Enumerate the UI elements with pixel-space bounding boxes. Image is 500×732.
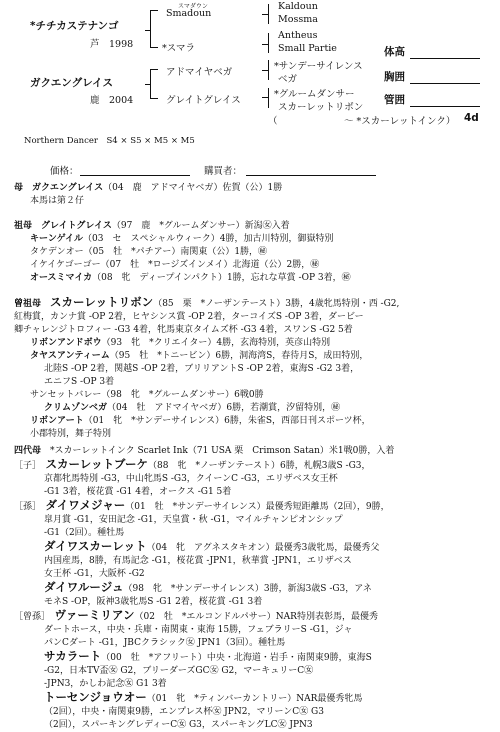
section-tag: 母 (14, 183, 24, 193)
girth-field-line[interactable] (410, 83, 480, 84)
section-tag: 四代母 (14, 446, 42, 456)
height-label: 体高 (384, 46, 405, 58)
sire-name: *チチカステナンゴ (30, 20, 119, 32)
price-field-line[interactable] (80, 175, 190, 176)
ggp-kaldoun: Kaldoun (278, 1, 318, 12)
section-tag: 曾祖母 (14, 299, 42, 309)
ggp-antheus: Antheus (278, 30, 318, 41)
ggdam-section: 曾祖母 スカーレットリボン（85 栗 *ノーザンテースト）3勝，4歳牝馬特別・西 -G2, 紅梅賞，カンナ賞 -OP 2着，ヒヤシンス賞 -OP 2着，ターコイズS -OP 3着，ダービー 卿チャレンジトロフィー -G3 4着，牝馬東京タイムズ杯 -G3 4着，スワンS -G2 5着 リボンアンドボウ（93 牝 *クリエイター）4勝，玄海特別，英彦山特別 タヤスアンティーム（95 牡 *トニービン）6勝，洞海湾S，春待月S，成田特別， 北陸S -OP 2着，関越S -OP 2着，ブリリアントS -OP 2着，東海S -G2 3着， エニフS -OP 3着 サンセットバレー（98 牝 *グルームダンサー）6戦0勝 クリムゾンベガ（04 牡 アドマイヤベガ）6勝，若潮賞，汐留特別，㊙ リボンアート（01 牝 *サンデーサイレンス）6勝，朱雀S，西部日刊スポーツ杯， 小郡特別，舞子特別 (14, 296, 400, 439)
smadoun-ruby: スマダウン (178, 3, 208, 10)
family-number: 4d (464, 112, 479, 124)
girth-label: 胸囲 (384, 71, 405, 83)
sire-info: 芦 1998 (90, 39, 134, 50)
section-tag: 祖母 (14, 221, 33, 231)
grandsire-1: Smadoun (166, 8, 212, 19)
ggp-sunday-silence: *サンデーサイレンス (274, 61, 363, 72)
granddam-2: グレイトグレイス (166, 95, 241, 106)
grandam-section: 祖母 グレイトグレイス（97 鹿 *グルームダンサー）新潟㊛入着 キーンゲイル（03 セ スペシャルウィーク）4勝，加古川特別，御嶽特別 タケデンオー（05 牡 *パチアー）南関東（公）1勝，㊙ イケイケゴーゴー（07 牡 *ロージズインメイ）北海道（公）2勝，㊙ オースミマイカ（08 牝 ディープインパクト）1勝，忘れな草賞 -OP 3着，㊙ (14, 221, 351, 283)
dam-note: 本馬は第２仔 (30, 196, 85, 206)
horse-name: スカーレットリボン (50, 296, 154, 309)
horse-line: *スカーレットインク Scarlet Ink（71 USA 栗 Crimson Satan）米1戦0勝，入着 (50, 446, 395, 456)
horse-name: グレイトグレイス (41, 221, 112, 231)
buyer-field-line[interactable] (246, 175, 376, 176)
horse-name: ガクエングレイス (32, 183, 104, 193)
dam-name: ガクエングレイス (30, 77, 113, 89)
cannon-field-line[interactable] (410, 106, 480, 107)
dam-info: 鹿 2004 (90, 95, 134, 106)
cannon-label: 管囲 (384, 94, 405, 106)
grandsire-2: アドマイヤベガ (166, 67, 233, 78)
price-label: 価格： (50, 166, 79, 177)
ggp-mossma: Mossma (278, 14, 318, 25)
buyer-label: 購買者： (204, 166, 243, 177)
inbreeding: Northern Dancer S4 × S5 × M5 × M5 (24, 136, 195, 146)
ggp-small-partie: Small Partie (278, 43, 337, 54)
ggp-bega: ベガ (278, 74, 298, 85)
granddam-1: *スマラ (162, 43, 196, 54)
dam-section: 母 ガクエングレイス（04 鹿 アドマイヤベガ）佐賀（公）1勝 本馬は第２仔 (14, 182, 492, 208)
ggp-groom-dancer: *グルームダンサー (274, 89, 355, 100)
family-line: （ 〜 *スカーレットインク） (268, 116, 456, 127)
g4dam-section: 四代母 *スカーレットインク Scarlet Ink（71 USA 栗 Crimson Satan）米1戦0勝，入着 ［子］ スカーレットブーケ（88 牝 *ノーザンテースト）6勝，札幌3歳S -G3， 京都牝馬特別 -G3，中山牝馬S -G3，クイーンC -G3，エリザベス女王杯 -G1 3着，桜花賞 -G1 4着，オークス -G1 5着 ［孫］ ダイワメジャー（01 牡 *サンデーサイレンス）最優秀短距離馬（2回），9勝， 皐月賞 -G1，安田記念 -G1，天皇賞・秋 -G1，マイルチャンピオンシップ -G1（2回）。種牡馬 ダイワスカーレット（04 牝 アグネスタキオン）最優秀3歳牝馬，最優秀父 内国産馬，8勝，有馬記念 -G1，桜花賞 -JPN1，秋華賞 -JPN1，エリザベス 女王杯 -G1，大阪杯 -G2 ダイワルージュ（98 牝 *サンデーサイレンス）3勝，新潟3歳S -G3，アネ モネS -OP，阪神3歳牝馬S -G1 2着，桜花賞 -G1 3着 ［曾孫］ ヴァーミリアン（02 牡 *エルコンドルパサー）NAR特別表彰馬，最優秀 ダートホース，中央・兵庫・南関東・東海 15勝，フェブラリーS -G1，ジャ パンCダート -G1，JBCクラシック㊛ JPN1（3回）。種牡馬 サカラート（00 牡 *アフリート）中央・北海道・岩手・南関東9勝，東海S -G2，日本TV盃㊛ G2，ブリーダーズGC㊛ G2，マーキュリーC㊛ -JPN3，かしわ記念㊛ G1 3着 トーセンジョウオー（01 牝 *ティンバーカントリー）NAR最優秀牝馬 （2回），中央・南関東9勝，エンプレス杯㊛ JPN2，マリーンC㊛ G3 （2回），スパーキングレディーC㊛ G3，スパーキングLC㊛ JPN3 (14, 446, 395, 730)
height-field-line[interactable] (410, 58, 480, 59)
ggp-scarlet-ribbon: スカーレットリボン (278, 102, 364, 113)
